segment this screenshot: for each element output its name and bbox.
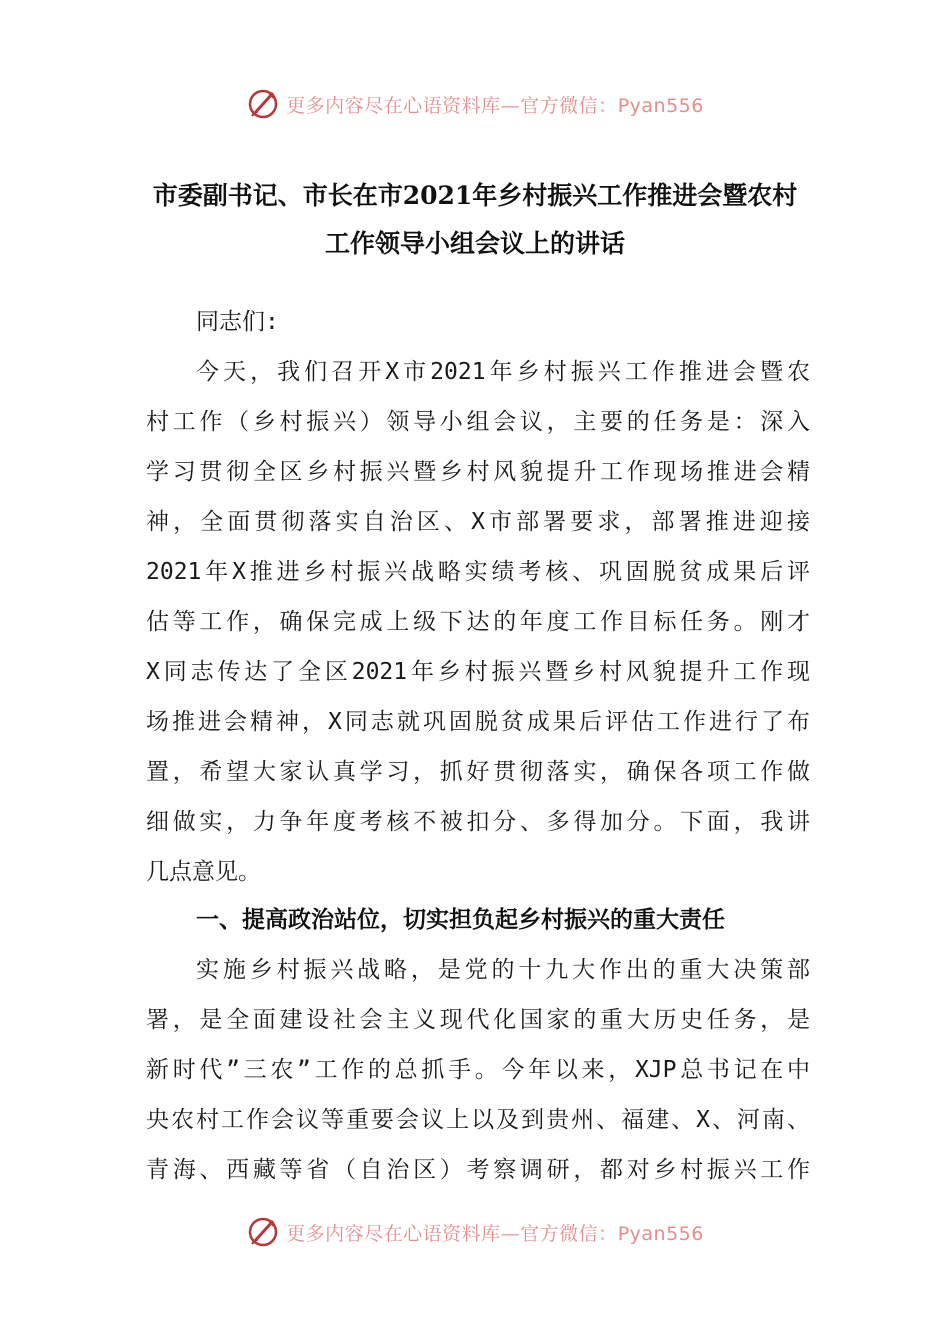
paragraph-line: 估等工作，确保完成上级下达的年度工作目标任务。刚才 [146,609,810,635]
paragraph-line: 2021年X推进乡村振兴战略实绩考核、巩固脱贫成果后评 [146,559,810,585]
paragraph-line: 置，希望大家认真学习，抓好贯彻落实，确保各项工作做 [146,759,810,785]
document-title-line-2: 工作领导小组会议上的讲话 [324,229,625,258]
watermark-text [286,91,704,118]
paragraph-line: 学习贯彻全区乡村振兴暨乡村风貌提升工作现场推进会精 [146,459,810,485]
watermark-header [0,84,950,124]
paragraph-line: 央农村工作会议等重要会议上以及到贵州、福建、X、河南、 [146,1107,810,1133]
watermark-footer [0,1212,950,1252]
paragraph-line: 今天，我们召开X市2021年乡村振兴工作推进会暨农 [196,359,810,385]
watermark-main: 更多内容尽在心语资料库 [286,1222,501,1245]
paragraph-line: 署，是全面建设社会主义现代化国家的重大历史任务，是 [146,1007,810,1033]
quill-logo-icon [246,87,280,121]
paragraph-2 [146,945,810,1195]
watermark-suffix: 官方微信： [520,94,618,117]
paragraph-line: 神，全面贯彻落实自治区、X市部署要求，部署推进迎接 [146,509,810,535]
watermark-main: 更多内容尽在心语资料库 [286,94,501,117]
watermark-separator: — [500,94,521,117]
paragraph-line: 场推进会精神，X同志就巩固脱贫成果后评估工作进行了布 [146,709,810,735]
salutation: 同志们: [196,309,279,335]
section-heading-1: 一、提高政治站位，切实担负起乡村振兴的重大责任 [196,907,725,933]
paragraph-line: X同志传达了全区2021年乡村振兴暨乡村风貌提升工作现 [146,659,810,685]
watermark-separator: — [500,1222,521,1245]
paragraph-line: 细做实，力争年度考核不被扣分、多得加分。下面，我讲 [146,809,810,835]
quill-logo-icon [246,1215,280,1249]
paragraph-line: 实施乡村振兴战略，是党的十九大作出的重大决策部 [196,957,810,983]
watermark-suffix: 官方微信： [520,1222,618,1245]
paragraph-line: 几点意见。 [146,859,261,885]
paragraph-line: 青海、西藏等省（自治区）考察调研，都对乡村振兴工作 [146,1157,810,1183]
watermark-id: Pyan556 [617,1222,704,1245]
document-title-line-1: 市委副书记、市长在市2021年乡村振兴工作推进会暨农村 [152,181,798,210]
paragraph-line: 村工作（乡村振兴）领导小组会议，主要的任务是：深入 [146,409,810,435]
watermark-id: Pyan556 [617,94,704,117]
paragraph-1 [146,347,810,897]
paragraph-line: 新时代”三农”工作的总抓手。今年以来，XJP总书记在中 [146,1057,810,1083]
watermark-text [286,1219,704,1246]
